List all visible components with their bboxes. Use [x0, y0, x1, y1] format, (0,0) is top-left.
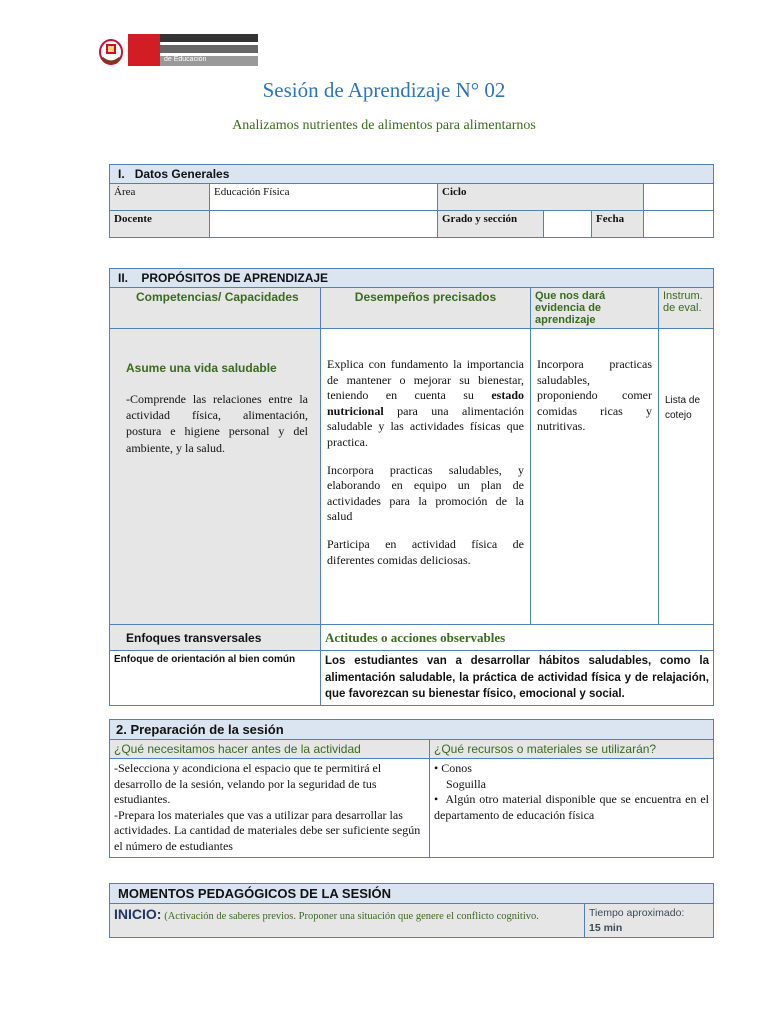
col-evidencia: Que nos dará evidencia de aprendizaje [531, 288, 659, 329]
competencia-cell [110, 329, 321, 625]
inicio-label: INICIO: [114, 906, 162, 922]
datos-generales-table [109, 164, 714, 238]
col-competencias: Competencias/ Capacidades [110, 288, 321, 329]
fecha-value [644, 211, 714, 238]
grado-value [544, 211, 592, 238]
logo-text: de Educación [164, 56, 207, 63]
momentos-table [109, 883, 714, 938]
grado-label: Grado y sección [438, 211, 544, 238]
fecha-label: Fecha [592, 211, 644, 238]
q-antes: ¿Qué necesitamos hacer antes de la actividad [110, 740, 430, 759]
material-item: • Algún otro material disponible que se encuentra en el departamento de educación física [434, 792, 710, 822]
enfoques-label: Enfoques transversales [110, 625, 321, 651]
momentos-heading: MOMENTOS PEDAGÓGICOS DE LA SESIÓN [110, 884, 714, 904]
ciclo-label: Ciclo [438, 184, 644, 211]
evidencia-cell [531, 329, 659, 625]
antes-text-1: -Selecciona y acondiciona el espacio que te permitirá el desarrollo de la sesión, velando por la seguridad de tus estudiantes. [114, 761, 382, 807]
propositos-table [109, 268, 714, 706]
enfoque-text: Enfoque de orientación al bien común [110, 651, 321, 706]
desempeno-2: Incorpora practicas saludables, y elaborando en equipo un plan de actividades para la promoción de la salud [327, 462, 524, 524]
recursos-cell [430, 759, 714, 858]
material-item: Soguilla [446, 776, 487, 791]
coat-of-arms-icon [96, 36, 126, 66]
capacidad-text: -Comprende las relaciones entre la actividad física, alimentación, postura e higiene personal y del ambiente, y la salud. [126, 392, 308, 455]
logo-bar [160, 45, 258, 53]
area-value: Educación Física [210, 184, 438, 211]
tiempo-value: 15 min [589, 921, 623, 934]
evidencia-text: Incorpora practicas saludables, proponiendo comer comidas ricas y nutritivas. [537, 357, 652, 434]
preparacion-table [109, 719, 714, 858]
docente-value [210, 211, 438, 238]
desempenos-cell [321, 329, 531, 625]
inicio-desc: (Activación de saberes previos. Proponer una situación que genere el conflicto cognitivo. [164, 911, 539, 922]
instrumento-text: Lista de cotejo [659, 329, 714, 625]
col-instrum: Instrum. de eval. [659, 288, 714, 329]
datos-generales-heading: I. Datos Generales [110, 165, 714, 184]
docente-label: Docente [110, 211, 210, 238]
q-recursos: ¿Qué recursos o materiales se utilizarán? [430, 740, 714, 759]
propositos-heading: II. PROPÓSITOS DE APRENDIZAJE [110, 269, 714, 288]
material-item: • Conos [434, 761, 472, 775]
preparacion-heading: 2. Preparación de la sesión [110, 720, 714, 740]
area-label: Área [110, 184, 210, 211]
actitudes-label: Actitudes o acciones observables [321, 625, 714, 651]
ciclo-value [644, 184, 714, 211]
logo-red-block [128, 34, 160, 66]
page-subtitle: Analizamos nutrientes de alimentos para alimentarnos [232, 118, 536, 133]
col-desempenos: Desempeños precisados [321, 288, 531, 329]
inicio-cell [110, 904, 585, 938]
desempeno-1: Explica con fundamento la importancia de mantener o mejorar su bienestar, teniendo en cuenta su estado nutricional para una alimentación saludable y las actividades físicas que practica. [327, 357, 524, 449]
tiempo-cell [585, 904, 714, 938]
antes-cell [110, 759, 430, 858]
logo-bar [160, 34, 258, 42]
actitud-text: Los estudiantes van a desarrollar hábitos saludables, como la alimentación saludable, la práctica de actividad física y de relajación, que favorezcan su bienestar físico, emocional y social. [321, 651, 714, 706]
competencia-text: Asume una vida saludable [126, 361, 277, 375]
desempeno-3: Participa en actividad física de diferentes comidas deliciosas. [327, 536, 524, 567]
page-title: Sesión de Aprendizaje N° 02 [262, 78, 506, 102]
antes-text-2: -Prepara los materiales que vas a utilizar para desarrollar las actividades. La cantidad de materiales debe ser suficiente según el número de estudiantes [114, 807, 421, 853]
tiempo-label: Tiempo aproximado: [589, 907, 685, 919]
